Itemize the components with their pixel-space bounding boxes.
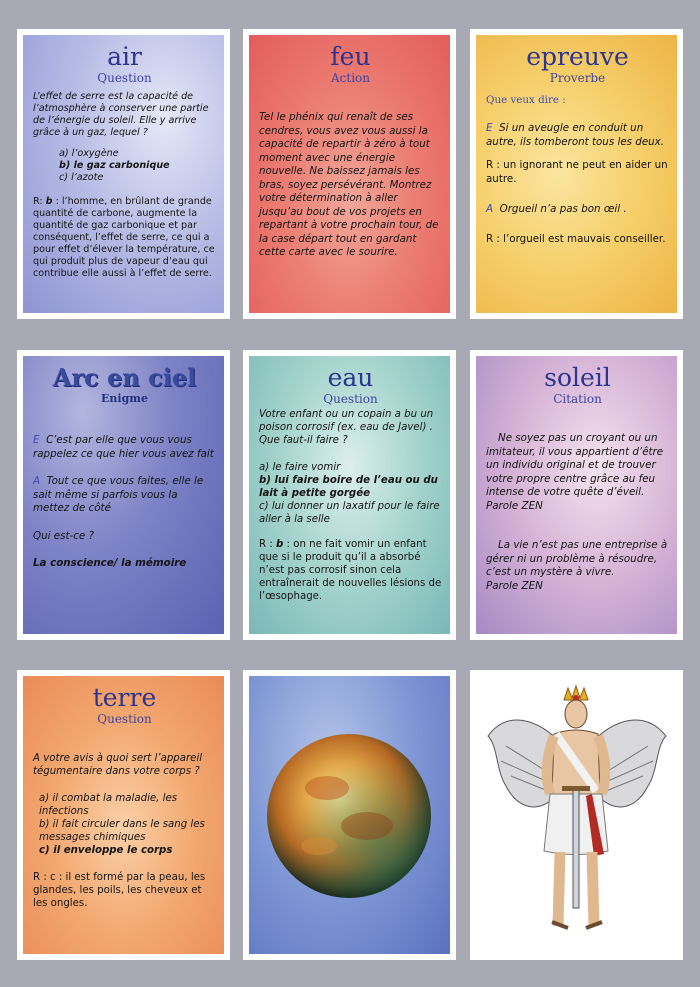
a-text: Orgueil n’a pas bon œil . [499, 203, 627, 215]
quote-2: La vie n’est pas une entreprise à gérer ni un problème à résoudre, c’est un mystère à vivre. [486, 539, 668, 578]
option-a: a) le faire vomir [259, 462, 341, 473]
answer-text [259, 538, 442, 603]
answer-text [33, 196, 216, 280]
angel-illustration [476, 676, 677, 954]
answer-explanation: : on ne fait vomir un enfant que si le produit qu’il a absorbé n’est pas corrosif sinon cela entraînerait de nouvelles lésions de l’œsophage. [259, 539, 442, 602]
card-title: terre [92, 683, 157, 712]
card-category: Enigme [101, 392, 148, 405]
option-c: c) il enveloppe le corps [39, 845, 173, 856]
option-b: b) il fait circuler dans le sang les messages chimiques [39, 819, 205, 843]
card-angel [470, 670, 683, 960]
option-c: c) lui donner un laxatif pour le faire aller à la selle [259, 501, 440, 525]
card-title: eau [327, 363, 374, 392]
card-terre-background [23, 676, 224, 954]
option-a: a) il combat la maladie, les infections [39, 793, 178, 817]
answer-letter: b [45, 196, 53, 207]
answer-prefix: R : [259, 539, 276, 550]
riddle-question: Qui est-ce ? [33, 529, 94, 542]
a-mark: A [486, 203, 494, 215]
card-arc-background [23, 356, 224, 634]
proverb-prompt: Que veux dire : [486, 94, 566, 106]
answer-text: R : c : il est formé par la peau, les glandes, les poils, les cheveux et les ongles. [33, 872, 206, 909]
angel-icon [476, 676, 677, 954]
card-epreuve-background [476, 35, 677, 313]
card-planet [243, 670, 456, 960]
card-title: epreuve [526, 42, 629, 71]
planet-illustration [249, 676, 450, 954]
card-category: Citation [553, 392, 602, 406]
option-b: b) le gaz carbonique [59, 160, 170, 171]
question-text: Votre enfant ou un copain a bu un poison corrosif (ex. eau de Javel) . Que faut-il faire ? [259, 409, 434, 446]
a-mark: A [33, 475, 41, 487]
a-text: Tout ce que vous faites, elle le sait même si parfois vous la mettez de côté [33, 475, 204, 514]
card-terre [17, 670, 230, 960]
card-eau [243, 350, 456, 640]
answer-letter: b [276, 539, 284, 550]
answer-1: R : un ignorant ne peut en aider un autre. [486, 159, 668, 185]
answer-explanation: : l’homme, en brûlant de grande quantité de carbone, augmente la quantité de gaz carbonique et par conséquent, l’effet de serre, ce qui a pour effet d’élever la température, ce qui produit plus de vapeur d’eau qui contribue elle aussi à l’effet de serre. [33, 196, 215, 279]
answer-prefix: R: [33, 196, 46, 207]
card-arc-en-ciel [17, 350, 230, 640]
option-c: c) l’azote [59, 172, 104, 183]
option-a: a) l’oxygène [59, 148, 119, 159]
e-mark: E [486, 122, 493, 134]
card-title: feu [330, 42, 371, 71]
card-title: Arc en ciel [52, 363, 197, 392]
card-air-background [23, 35, 224, 313]
question-text: A votre avis à quoi sert l’appareil tégumentaire dans votre corps ? [33, 753, 203, 777]
card-eau-background [249, 356, 450, 634]
card-category: Question [97, 71, 152, 85]
card-title: soleil [544, 363, 611, 392]
quote-2-source: Parole ZEN [486, 579, 543, 592]
riddle-e [33, 434, 216, 461]
card-category: Question [97, 712, 152, 726]
proverb-e [486, 121, 669, 149]
e-mark: E [33, 434, 40, 446]
quote-1: Ne soyez pas un croyant ou un imitateur, il vous appartient d’être un individu original et de trouver votre propre centre grâce au feu intense de votre quête d’éveil. [486, 432, 664, 498]
proverb-a [486, 202, 669, 216]
card-category: Proverbe [549, 71, 606, 85]
e-text: Si un aveugle en conduit un autre, ils tomberont tous les deux. [486, 122, 665, 148]
option-b: b) lui faire boire de l’eau ou du lait à petite gorgée [259, 475, 438, 499]
planet-icon [249, 676, 450, 954]
card-air [17, 29, 230, 319]
riddle-a [33, 475, 216, 516]
riddle-answer: La conscience/ la mémoire [33, 557, 187, 569]
quote-1-source: Parole ZEN [486, 499, 543, 512]
question-text: L’effet de serre est la capacité de l’atmosphère à conserver une partie de l’énergie du soleil. Elle y arrive grâce à un gaz, lequel ? [33, 91, 209, 138]
action-text: Tel le phénix qui renaît de ses cendres, vous avez vous aussi la capacité de repartir à zéro à tout moment avec une énergie nouvelle. Ne baissez jamais les bras, soyez persévérant. Montrez votre détermination à aller jusqu’au bout de vos projets en repartant à votre prochain tour, de la case départ tout en gardant cette carte avec le sourire. [259, 111, 439, 258]
card-feu-background [249, 35, 450, 313]
card-feu [243, 29, 456, 319]
card-title: air [107, 42, 142, 71]
card-category: Question [323, 392, 378, 406]
card-soleil-background [476, 356, 677, 634]
answer-2: R : l’orgueil est mauvais conseiller. [486, 233, 666, 245]
e-text: C’est par elle que vous vous rappelez ce que hier vous avez fait [33, 434, 214, 460]
card-soleil [470, 350, 683, 640]
card-category: Action [331, 71, 370, 85]
card-epreuve [470, 29, 683, 319]
